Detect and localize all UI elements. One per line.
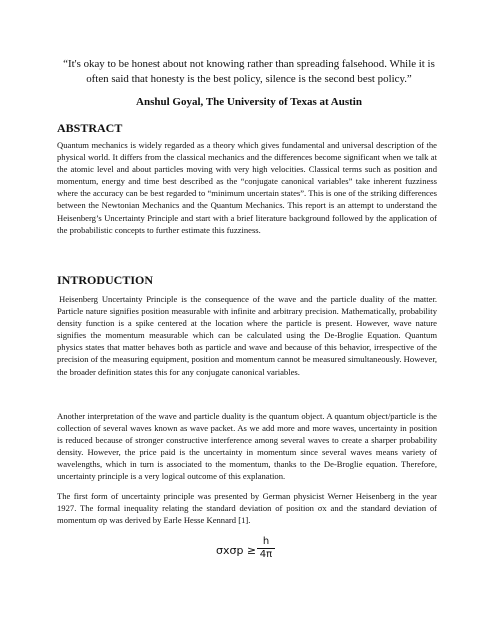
abstract-heading: ABSTRACT [57,121,123,135]
formula-numerator: h [262,536,270,547]
abstract-text: Quantum mechanics is widely regarded as a theory which gives fundamental and universal description of the physical world. It differs from the classical mechanics and the differences become significant when we talk at the atomic level and about particles moving with very high velocities. Classical terms such as position and momentum, energy and time best described as the “conjugate canonical variables” take inherent fuzziness where the accuracy can be best regarded to “minimum uncertain states”. This is one of the striking differences between the Newtonian Mechanics and the Quantum Mechanics. This report is an attempt to understand the Heisenberg’s Uncertainty Principle and start with a brief literature background followed by the application of the probabilistic concepts to further estimate this fuzziness. [57,140,437,235]
intro-paragraph-2: Another interpretation of the wave and particle duality is the quantum object. A quantum object/particle is the collection of several waves known as wave packet. As we add more and more waves, uncertainty in position is reduced because of stronger constructive interference among several waves to create a sharper probability density. However, the price paid is the uncertainty in momentum since several waves means variety of wavelengths, which in turn is associated to the momentum, thanks to the De-Broglie equation. Therefore, uncertainty principle is a very logical outcome of this explanation. [57,411,437,482]
epigraph-quote: “It's okay to be honest about not knowing rather than spreading falsehood. While it is often said that honesty is the best policy, silence is the second best policy.” [63,58,435,85]
formula-fraction [256,536,276,561]
author-line: Anshul Goyal, The University of Texas at Austin [136,96,362,108]
formula-lhs: σxσp ≥ [216,544,257,557]
intro-paragraph-1: Heisenberg Uncertainty Principle is the consequence of the wave and the particle duality of the matter. Particle nature signifies position measurable with infinite and arbitrary precision. Mathematically, probability density function is a spike centered at the location where the particle is present. However, wave nature signifies the momentum measurable which can be calculated using the De-Broglie Equation. Quantum physics states that matter behaves both as particle and wave and because of this behavior, irrespective of the precision of the measuring equipment, position and momentum cannot be measured simultaneously. However, the broader definition states this for any conjugate canonical variables. [57,294,437,377]
intro-paragraph-3: The first form of uncertainty principle was presented by German physicist Werner Heisenberg in the year 1927. The formal inequality relating the standard deviation of position σx and the standard deviation of momentum σp was derived by Earle Hesse Kennard [1]. [57,491,437,526]
introduction-heading: INTRODUCTION [57,273,154,287]
formula-denominator: 4π [259,549,273,560]
